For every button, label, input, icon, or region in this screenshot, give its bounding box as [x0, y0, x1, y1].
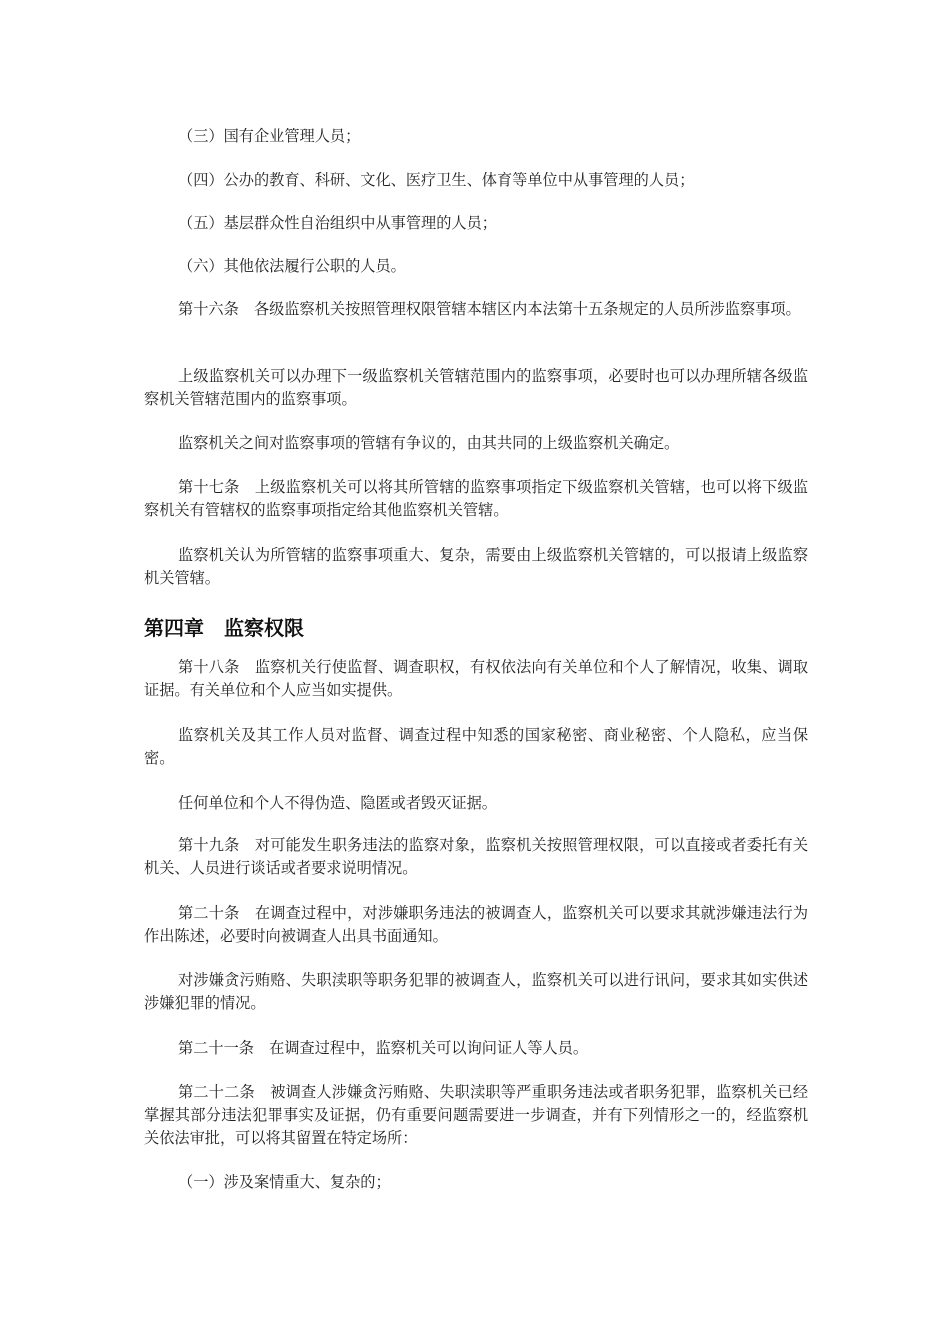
paragraph: 对涉嫌贪污贿赂、失职渎职等职务犯罪的被调查人，监察机关可以进行讯问，要求其如实供述涉嫌犯罪的情况。 [144, 971, 808, 1012]
paragraph: （四）公办的教育、科研、文化、医疗卫生、体育等单位中从事管理的人员； [178, 171, 695, 189]
paragraph: 监察机关之间对监察事项的管辖有争议的，由其共同的上级监察机关确定。 [178, 434, 680, 452]
paragraph: 监察机关及其工作人员对监督、调查过程中知悉的国家秘密、商业秘密、个人隐私，应当保密。 [144, 726, 808, 767]
paragraph: 第二十条 在调查过程中，对涉嫌职务违法的被调查人，监察机关可以要求其就涉嫌违法行为作出陈述，必要时向被调查人出具书面通知。 [144, 904, 808, 945]
paragraph: 第十九条 对可能发生职务违法的监察对象，监察机关按照管理权限，可以直接或者委托有关机关、人员进行谈话或者要求说明情况。 [144, 836, 808, 877]
paragraph: （三）国有企业管理人员； [178, 127, 361, 145]
paragraph: 第十七条 上级监察机关可以将其所管辖的监察事项指定下级监察机关管辖，也可以将下级监察机关有管辖权的监察事项指定给其他监察机关管辖。 [144, 478, 808, 519]
chapter-heading: 第四章 监察权限 [144, 616, 304, 640]
paragraph: （六）其他依法履行公职的人员。 [178, 257, 406, 275]
paragraph: 上级监察机关可以办理下一级监察机关管辖范围内的监察事项，必要时也可以办理所辖各级监察机关管辖范围内的监察事项。 [144, 367, 808, 408]
paragraph: （一）涉及案情重大、复杂的； [178, 1173, 391, 1191]
paragraph: 第十六条 各级监察机关按照管理权限管辖本辖区内本法第十五条规定的人员所涉监察事项。 [178, 300, 801, 318]
paragraph: 第二十一条 在调查过程中，监察机关可以询问证人等人员。 [178, 1039, 589, 1057]
paragraph: 监察机关认为所管辖的监察事项重大、复杂，需要由上级监察机关管辖的，可以报请上级监察机关管辖。 [144, 546, 808, 587]
paragraph: 第二十二条 被调查人涉嫌贪污贿赂、失职渎职等严重职务违法或者职务犯罪，监察机关已经掌握其部分违法犯罪事实及证据，仍有重要问题需要进一步调查，并有下列情形之一的，经监察机关依法审批，可以将其留置在特定场所： [144, 1083, 808, 1147]
paragraph: （五）基层群众性自治组织中从事管理的人员； [178, 214, 497, 232]
paragraph: 任何单位和个人不得伪造、隐匿或者毁灭证据。 [178, 794, 497, 812]
paragraph: 第十八条 监察机关行使监督、调查职权，有权依法向有关单位和个人了解情况，收集、调取证据。有关单位和个人应当如实提供。 [144, 658, 808, 699]
